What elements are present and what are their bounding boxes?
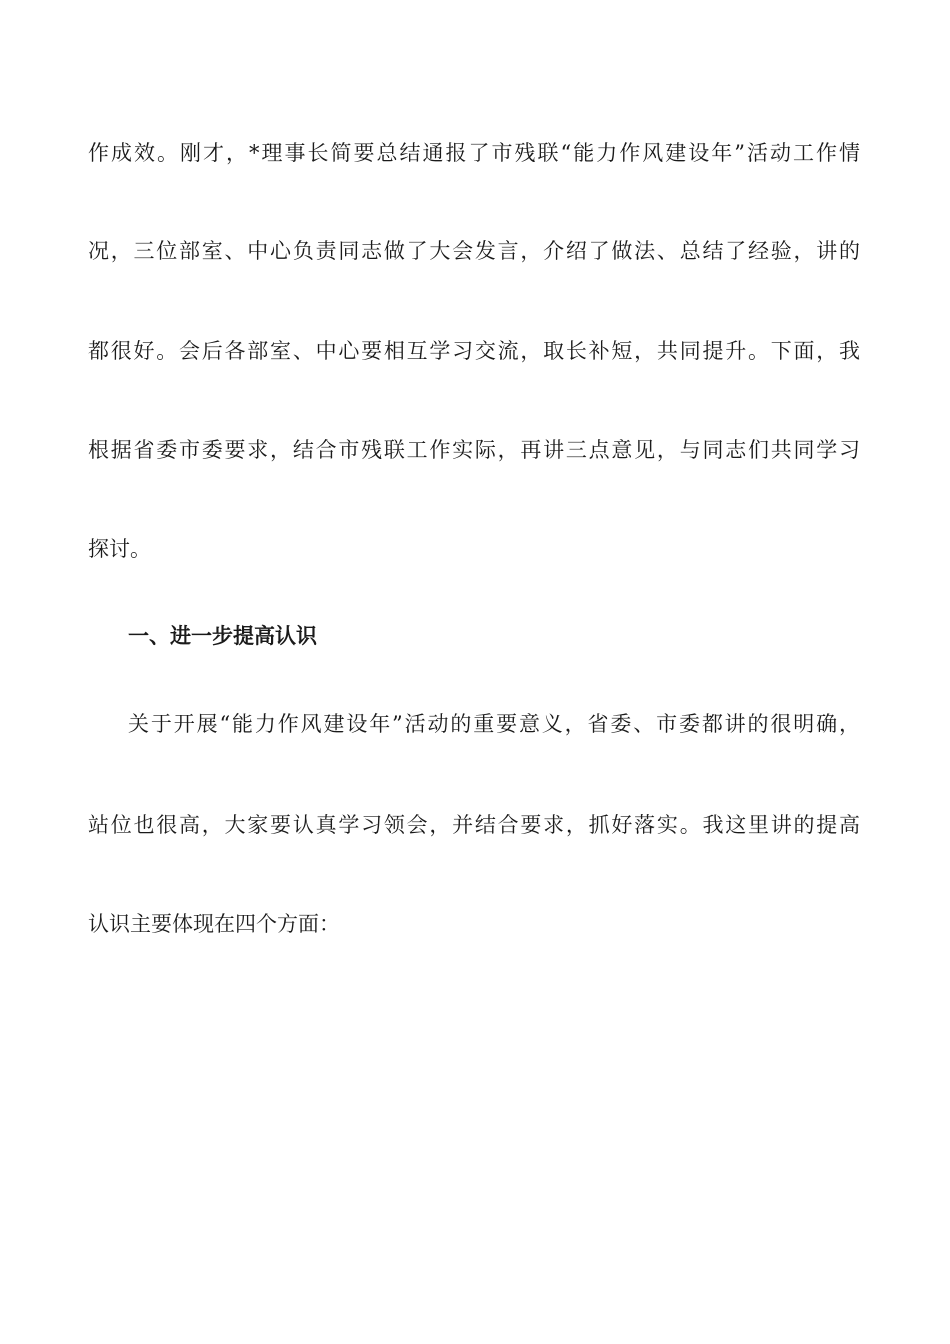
paragraph-line: 关于开展“能力作风建设年”活动的重要意义，省委、市委都讲的很明确， (128, 712, 860, 736)
paragraph-line: 根据省委市委要求，结合市残联工作实际，再讲三点意见，与同志们共同学习 (88, 438, 860, 462)
paragraph-line: 况，三位部室、中心负责同志做了大会发言，介绍了做法、总结了经验，讲的 (88, 239, 860, 263)
paragraph-line: 认识主要体现在四个方面： (88, 912, 340, 936)
paragraph-line: 作成效。刚才，*理事长简要总结通报了市残联“能力作风建设年”活动工作情 (88, 141, 860, 165)
paragraph-line: 都很好。会后各部室、中心要相互学习交流，取长补短，共同提升。下面，我 (88, 339, 860, 363)
section-heading: 一、进一步提高认识 (128, 623, 317, 648)
paragraph-line: 站位也很高，大家要认真学习领会，并结合要求，抓好落实。我这里讲的提高 (88, 813, 860, 837)
paragraph-line: 探讨。 (88, 537, 151, 561)
